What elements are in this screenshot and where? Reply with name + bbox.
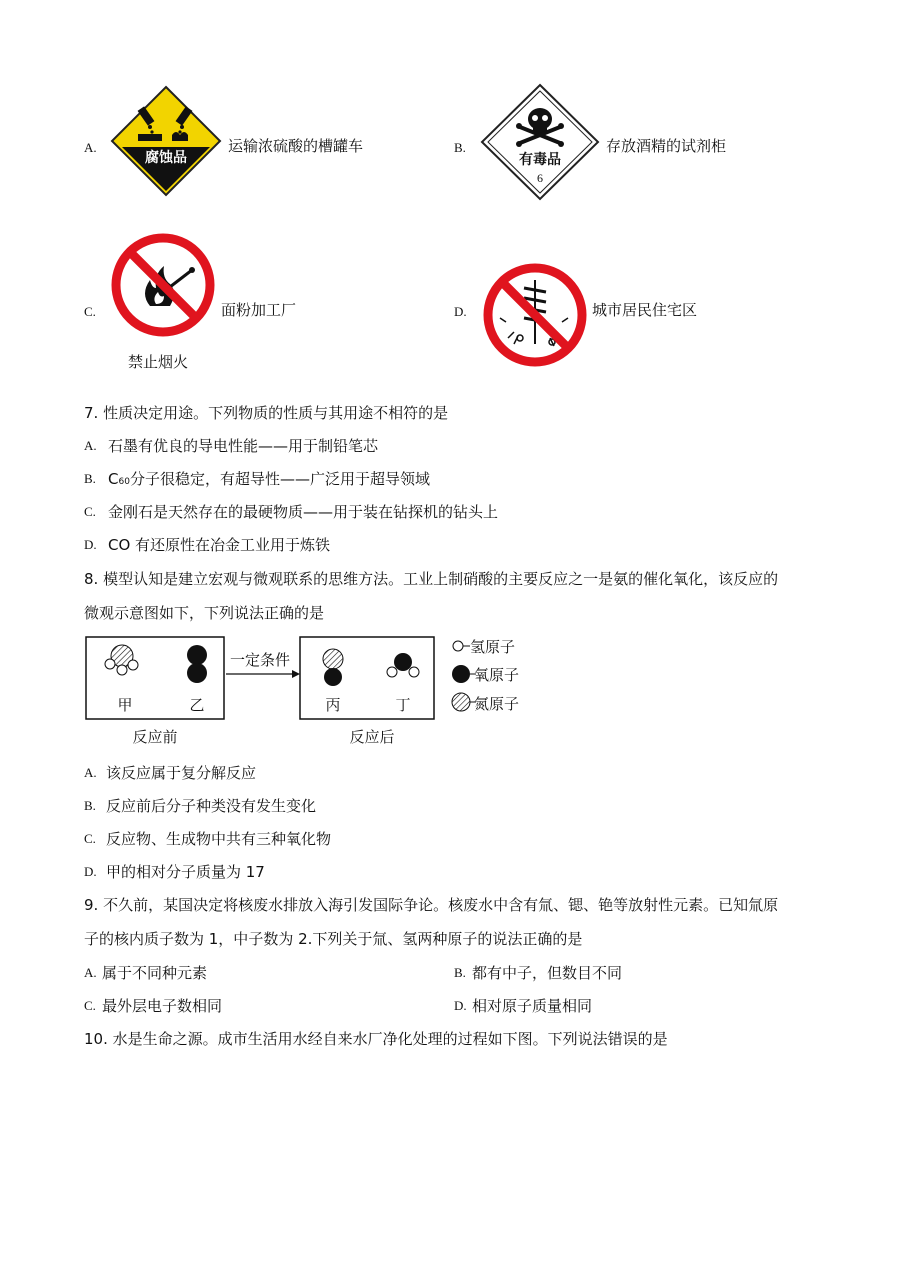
q9-option-a-letter: A. [84, 965, 97, 980]
c60-symbol: C [108, 470, 119, 488]
q6-option-b-text: 存放酒精的试剂柜 [606, 137, 727, 155]
q8-option-b-text: 反应前后分子种类没有发生变化 [106, 797, 317, 815]
q9-stem-line2: 子的核内质子数为 1，中子数为 2.下列关于氚、氢两种原子的说法正确的是 [84, 930, 583, 948]
q6-option-a-letter: A. [84, 140, 97, 155]
no-fireworks-sign-icon [482, 262, 588, 368]
legend-h-icon [453, 641, 463, 651]
toxic-sign-number: 6 [537, 171, 543, 185]
q7-option-a-letter: A. [84, 438, 97, 453]
condition-label: 一定条件 [229, 651, 291, 669]
q8-option-c-text: 反应物、生成物中共有三种氧化物 [106, 830, 332, 848]
q6-option-a-text: 运输浓硫酸的槽罐车 [228, 137, 364, 155]
q6-option-d-letter: D. [454, 304, 467, 319]
before-caption: 反应前 [132, 728, 178, 746]
q8-option-a-letter: A. [84, 765, 97, 780]
q9-option-b-text: 都有中子，但数目不同 [472, 964, 623, 982]
label-ding: 丁 [395, 696, 411, 714]
q7-option-a-text: 石墨有优良的导电性能——用于制铅笔芯 [108, 437, 379, 455]
legend-n-icon [452, 693, 470, 711]
q6-option-c-text: 面粉加工厂 [221, 301, 297, 319]
toxic-sign-icon [480, 83, 600, 201]
legend-o-icon [452, 665, 470, 683]
ding-o-atom [394, 653, 412, 671]
c60-subscript: 60 [118, 477, 130, 487]
q7-stem: 7. 性质决定用途。下列物质的性质与其用途不相符的是 [84, 404, 449, 422]
q8-option-b-letter: B. [84, 798, 96, 813]
q6-option-d-text: 城市居民住宅区 [592, 301, 698, 319]
q7-option-b-letter: B. [84, 471, 96, 486]
yi-o-atom-1 [187, 645, 207, 665]
reaction-diagram [84, 634, 554, 752]
legend-h-label: 氢原子 [470, 638, 516, 656]
q6-option-c-letter: C. [84, 304, 96, 319]
corrosive-sign-text: 腐蚀品 [145, 150, 187, 166]
no-fire-sign-icon [110, 232, 216, 338]
after-caption: 反应后 [349, 728, 395, 746]
legend-n-label: 氮原子 [474, 695, 520, 713]
bing-o-atom [324, 668, 342, 686]
q9-option-c-text: 最外层电子数相同 [102, 997, 223, 1015]
legend-o-label: 氧原子 [474, 666, 520, 684]
q8-option-a-text: 该反应属于复分解反应 [106, 764, 257, 782]
q7-option-c-letter: C. [84, 504, 96, 519]
q9-option-c-letter: C. [84, 998, 96, 1013]
q9-option-a-text: 属于不同种元素 [102, 964, 208, 982]
q10-stem: 10. 水是生命之源。成市生活用水经自来水厂净化处理的过程如下图。下列说法错误的是 [84, 1030, 668, 1048]
q9-option-b-letter: B. [454, 965, 466, 980]
q7-option-c-text: 金刚石是天然存在的最硬物质——用于装在钻探机的钻头上 [108, 503, 499, 521]
q9-stem-line1: 9. 不久前，某国决定将核废水排放入海引发国际争论。核废水中含有氚、锶、铯等放射性元素。已知氚原 [84, 896, 779, 914]
q9-option-d-text: 相对原子质量相同 [472, 997, 593, 1015]
label-yi: 乙 [189, 696, 205, 714]
bing-n-atom [323, 649, 343, 669]
q7-option-b-text: 分子很稳定，有超导性——广泛用于超导领域 [129, 470, 430, 488]
q8-option-d-letter: D. [84, 864, 97, 879]
q8-option-d-text: 甲的相对分子质量为 17 [106, 863, 265, 881]
after-box [300, 637, 434, 719]
yi-o-atom-2 [187, 663, 207, 683]
q7-option-b-line [108, 469, 430, 492]
q8-option-c-letter: C. [84, 831, 96, 846]
q8-stem-line2: 微观示意图如下，下列说法正确的是 [84, 604, 325, 622]
label-jia: 甲 [117, 696, 133, 714]
no-fire-caption: 禁止烟火 [128, 353, 189, 371]
corrosive-sign-icon [110, 85, 222, 197]
toxic-sign-text: 有毒品 [519, 152, 561, 168]
q8-stem-line1: 8. 模型认知是建立宏观与微观联系的思维方法。工业上制硝酸的主要反应之一是氨的催化氧化，该反应的 [84, 570, 779, 588]
q7-option-d-letter: D. [84, 537, 97, 552]
q7-option-d-text: CO 有还原性在冶金工业用于炼铁 [108, 536, 331, 554]
q6-option-b-letter: B. [454, 140, 466, 155]
label-bing: 丙 [325, 696, 341, 714]
q9-option-d-letter: D. [454, 998, 467, 1013]
